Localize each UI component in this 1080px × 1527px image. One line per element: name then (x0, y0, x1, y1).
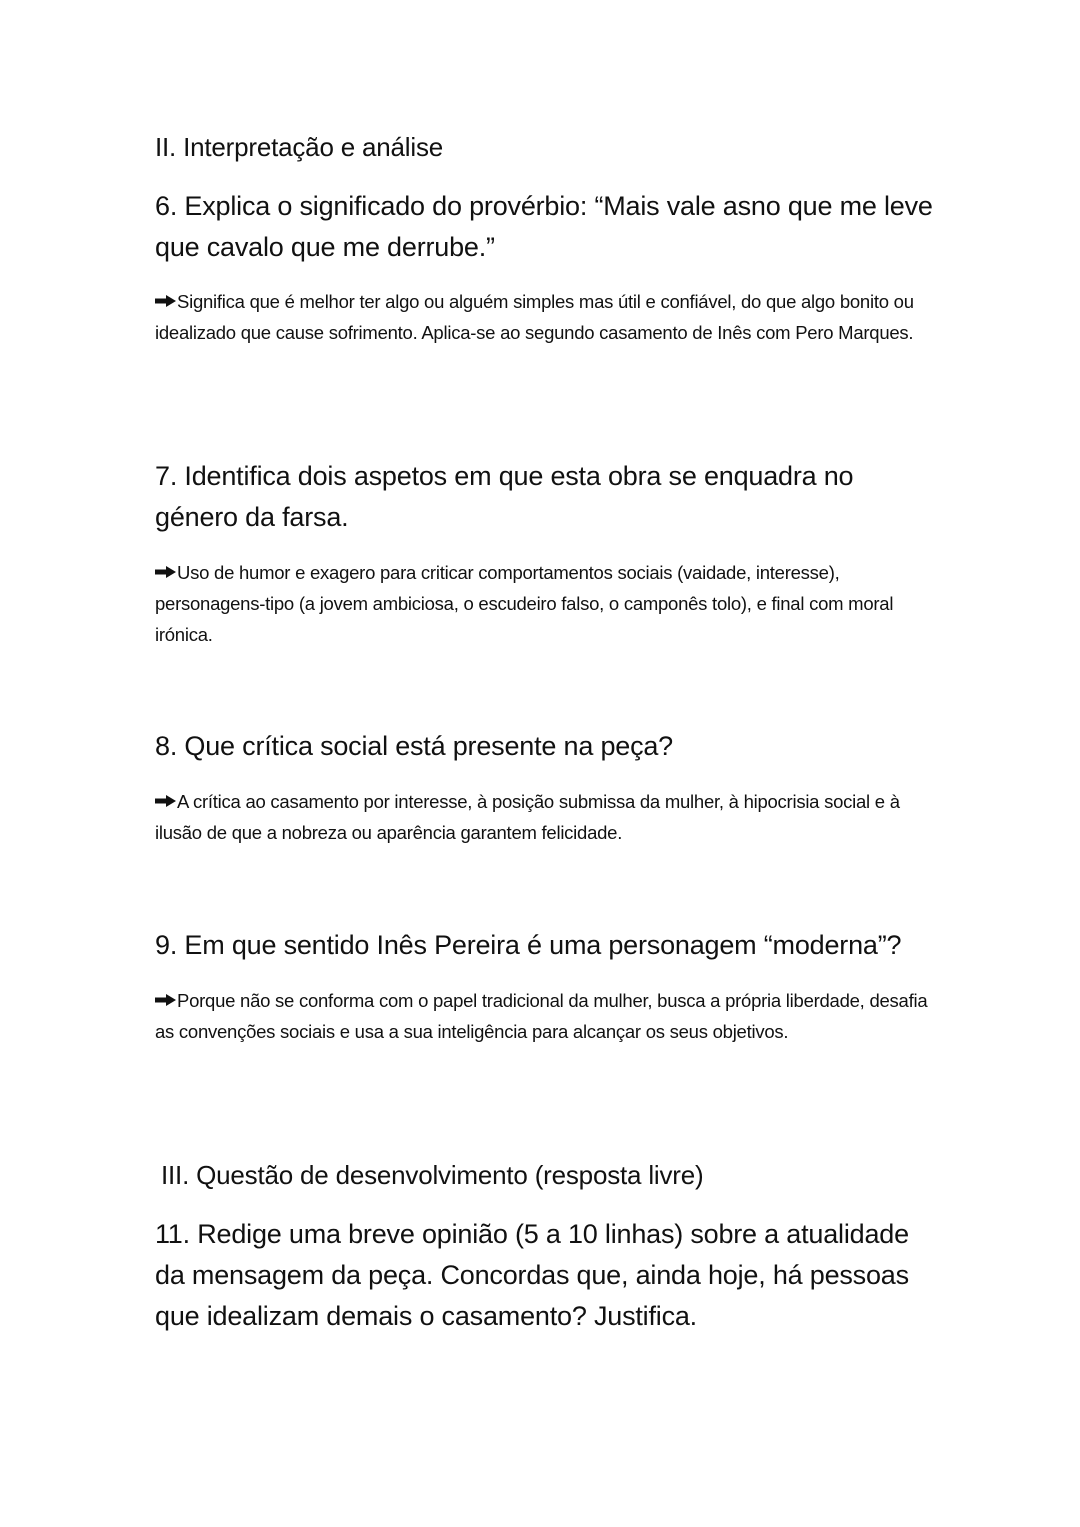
answer-8 (155, 786, 945, 848)
answer-9-text: Porque não se conforma com o papel tradicional da mulher, busca a própria liberdade, desafia as convenções sociais e usa a sua inteligência para alcançar os seus objetivos. (155, 990, 928, 1042)
answer-6-text: Significa que é melhor ter algo ou alguém simples mas útil e confiável, do que algo bonito ou idealizado que cause sofrimento. Aplica-se ao segundo casamento de Inês com Pero Marques. (155, 291, 914, 343)
answer-9 (155, 985, 945, 1047)
question-8: 8. Que crítica social está presente na peça? (155, 731, 674, 761)
question-7: 7. Identifica dois aspetos em que esta obra se enquadra no género da farsa. (155, 461, 854, 532)
question-9: 9. Em que sentido Inês Pereira é uma personagem “moderna”? (155, 930, 902, 960)
section-title-desenvolvimento: III. Questão de desenvolvimento (resposta livre) (161, 1160, 704, 1190)
section-title-interpretacao: II. Interpretação e análise (155, 132, 444, 162)
right-arrow-icon (155, 295, 176, 307)
answer-7 (155, 557, 945, 650)
question-6: 6. Explica o significado do provérbio: “Mais vale asno que me leve que cavalo que me derrube.” (155, 191, 933, 262)
right-arrow-icon (155, 566, 176, 578)
answer-8-text: A crítica ao casamento por interesse, à posição submissa da mulher, à hipocrisia social e à ilusão de que a nobreza ou aparência garantem felicidade. (155, 791, 900, 843)
right-arrow-icon (155, 795, 176, 807)
answer-6 (155, 286, 945, 348)
right-arrow-icon (155, 994, 176, 1006)
question-11: 11. Redige uma breve opinião (5 a 10 linhas) sobre a atualidade da mensagem da peça. Concordas que, ainda hoje, há pessoas que idealizam demais o casamento? Justifica. (155, 1219, 909, 1331)
answer-7-text: Uso de humor e exagero para criticar comportamentos sociais (vaidade, interesse), personagens-tipo (a jovem ambiciosa, o escudeiro falso, o camponês tolo), e final com moral irónica. (155, 562, 894, 645)
